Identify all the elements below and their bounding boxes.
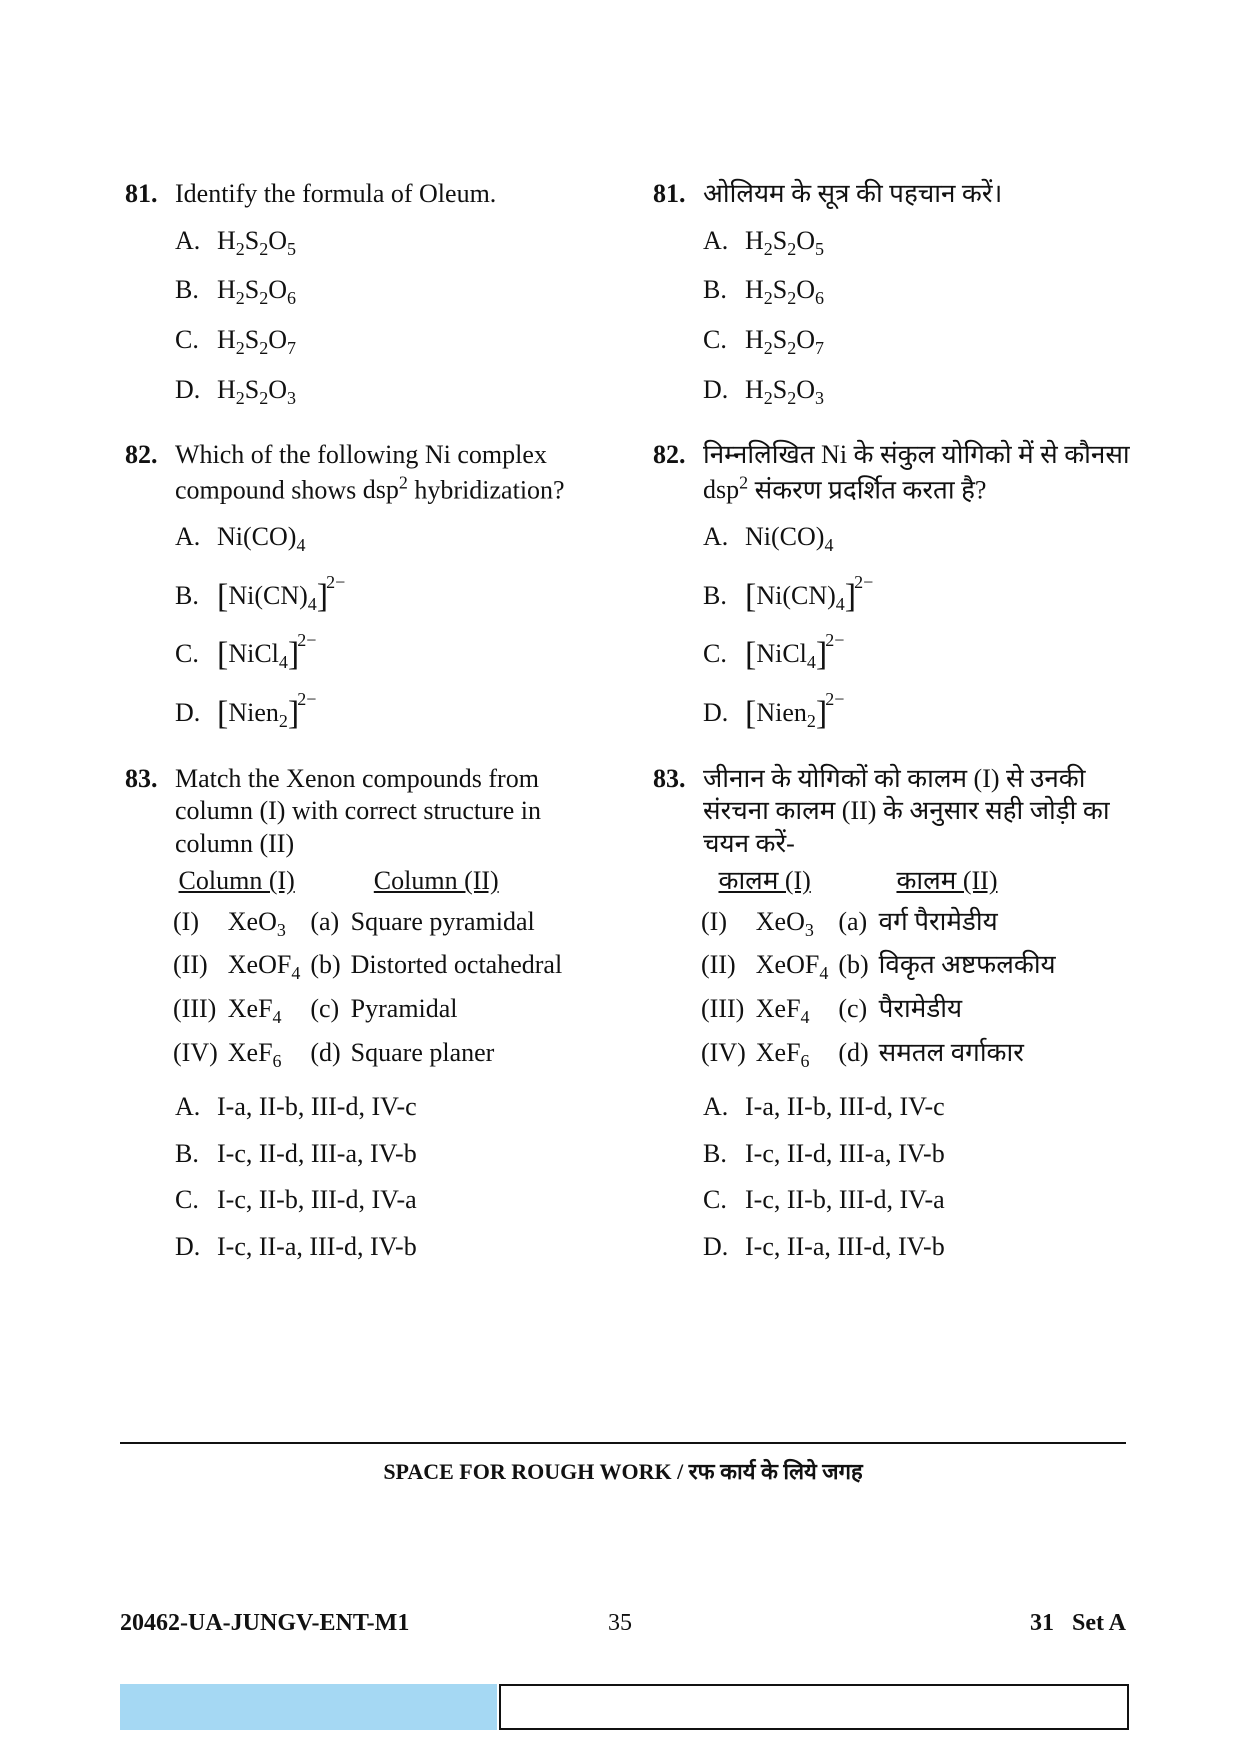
option-d: D. $H_2S_2O_3$: [703, 374, 825, 408]
column-1-header: कालम (I): [718, 866, 811, 896]
question-82-hi: [653, 439, 1143, 732]
formula: $H_2S_2O_6$: [217, 275, 297, 309]
match-row: (III) XeF$_4$ (c) Pyramidal: [173, 994, 458, 1028]
question-number: 82.: [653, 440, 686, 470]
option-d: D. I-c, II-a, III-d, IV-b: [703, 1231, 945, 1261]
option-c: C. $H_2S_2O_7$: [703, 324, 825, 359]
question-text: Match the Xenon compounds from column (I) with correct structure in column (II): [175, 763, 542, 858]
option-c: C. $H_2S_2O_7$: [175, 324, 297, 359]
question-81-hi: [653, 178, 1143, 409]
formula: $[Ni(CN)_4]^{2-}$: [745, 571, 874, 615]
question-text-line2b: संकरण प्रदर्शित करता है?: [754, 475, 987, 505]
formula: $[Ni(CN)_4]^{2-}$: [217, 571, 346, 615]
column-2-header: कालम (II): [896, 866, 998, 896]
question-text-line1: Which of the following Ni complex: [175, 440, 547, 470]
formula: $H_2S_2O_5$: [217, 225, 297, 259]
dsp2-formula: dsp$^2$: [362, 472, 408, 505]
column-2-header: Column (II): [373, 866, 499, 896]
question-text-line2b: hybridization?: [414, 475, 565, 505]
column-1-header: Column (I): [178, 866, 295, 896]
set-label: 31 Set A: [1030, 1610, 1126, 1636]
option-a: A. I-a, II-b, III-d, IV-c: [175, 1092, 417, 1122]
formula: [NiCl$_4$]$^{2-}$: [217, 630, 317, 674]
option-b: B. $H_2S_2O_6$: [703, 275, 825, 309]
question-83-en: [125, 763, 615, 1264]
match-row: (I) XeO$_3$ (a) वर्ग पैरामेडीय: [701, 906, 998, 940]
question-text: जीनान के योगिकों को कालम (I) से उनकी संरचना कालम (II) के अनुसार सही जोड़ी का चयन करें-: [703, 763, 1110, 858]
option-a: A. $Ni(CO)_4$: [703, 521, 834, 556]
formula: [Nien$_2$]$^{2-}$: [217, 688, 317, 732]
question-number: 82.: [125, 440, 158, 470]
page-number: 35: [608, 1610, 632, 1636]
option-b: B. $[Ni(CN)_4]^{2-}$: [175, 571, 346, 615]
option-c: C. [NiCl$_4$]$^{2-}$: [703, 630, 845, 674]
option-d: D. [Nien$_2$]$^{2-}$: [703, 688, 845, 732]
match-row: (III) XeF$_4$ (c) पैरामेडीय: [701, 994, 963, 1028]
question-text-line2a: compound shows: [175, 475, 357, 505]
formula: $H_2S_2O_7$: [217, 324, 297, 359]
option-a: A. $H_2S_2O_5$: [175, 225, 297, 259]
hindi-column: [653, 178, 1143, 1293]
formula: $H_2S_2O_6$: [745, 275, 825, 309]
question-82-en: [125, 439, 615, 732]
rough-work-label: SPACE FOR ROUGH WORK / रफ कार्य के लिये जगह: [120, 1442, 1126, 1486]
question-text-line1: निम्नलिखित Ni के संकुल योगिको में से कौनसा: [703, 440, 1130, 470]
footer-empty-box: [499, 1684, 1129, 1730]
option-a: A. I-a, II-b, III-d, IV-c: [703, 1092, 945, 1122]
formula: $Ni(CO)_4$: [745, 521, 834, 556]
option-a: A. $H_2S_2O_5$: [703, 225, 825, 259]
option-d: D. [Nien$_2$]$^{2-}$: [175, 688, 317, 732]
formula: $Ni(CO)_4$: [217, 521, 306, 556]
formula: [Nien$_2$]$^{2-}$: [745, 688, 845, 732]
option-b: B. I-c, II-d, III-a, IV-b: [175, 1138, 417, 1168]
match-table: [701, 862, 1066, 1077]
option-b: B. $[Ni(CN)_4]^{2-}$: [703, 571, 874, 615]
formula: [NiCl$_4$]$^{2-}$: [745, 630, 845, 674]
option-d: D. I-c, II-a, III-d, IV-b: [175, 1231, 417, 1261]
formula: $H_2S_2O_3$: [745, 374, 825, 408]
formula: $H_2S_2O_5$: [745, 225, 825, 259]
formula: $H_2S_2O_3$: [217, 374, 297, 408]
question-number: 83.: [653, 763, 686, 793]
option-c: C. I-c, II-b, III-d, IV-a: [703, 1185, 945, 1215]
question-number: 81.: [653, 179, 686, 208]
question-83-hi: [653, 763, 1143, 1264]
option-b: B. I-c, II-d, III-a, IV-b: [703, 1138, 945, 1168]
option-c: C. I-c, II-b, III-d, IV-a: [175, 1185, 417, 1215]
option-c: C. [NiCl$_4$]$^{2-}$: [175, 630, 317, 674]
match-row: (II) XeOF$_4$ (b) विकृत अष्टफलकीय: [701, 950, 1056, 984]
option-b: B. $H_2S_2O_6$: [175, 275, 297, 309]
match-row: (IV) XeF$_6$ (d) समतल वर्गाकार: [701, 1037, 1024, 1071]
match-table: [173, 862, 572, 1077]
question-text: ओलियम के सूत्र की पहचान करें।: [703, 179, 1003, 208]
option-d: D. $H_2S_2O_3$: [175, 374, 297, 408]
question-number: 81.: [125, 179, 158, 208]
match-row: (IV) XeF$_6$ (d) Square planer: [173, 1037, 495, 1071]
question-text: Identify the formula of Oleum.: [175, 179, 497, 208]
option-a: A. $Ni(CO)_4$: [175, 521, 306, 556]
english-column: [125, 178, 615, 1293]
match-row: (I) XeO$_3$ (a) Square pyramidal: [173, 906, 535, 940]
question-number: 83.: [125, 763, 158, 793]
question-81-en: [125, 178, 615, 409]
dsp2-formula: dsp$^2$: [703, 472, 749, 505]
match-row: (II) XeOF$_4$ (b) Distorted octahedral: [173, 950, 563, 984]
footer-color-bar: [120, 1684, 497, 1730]
formula: $H_2S_2O_7$: [745, 324, 825, 359]
paper-code: 20462-UA-JUNGV-ENT-M1: [120, 1610, 410, 1636]
